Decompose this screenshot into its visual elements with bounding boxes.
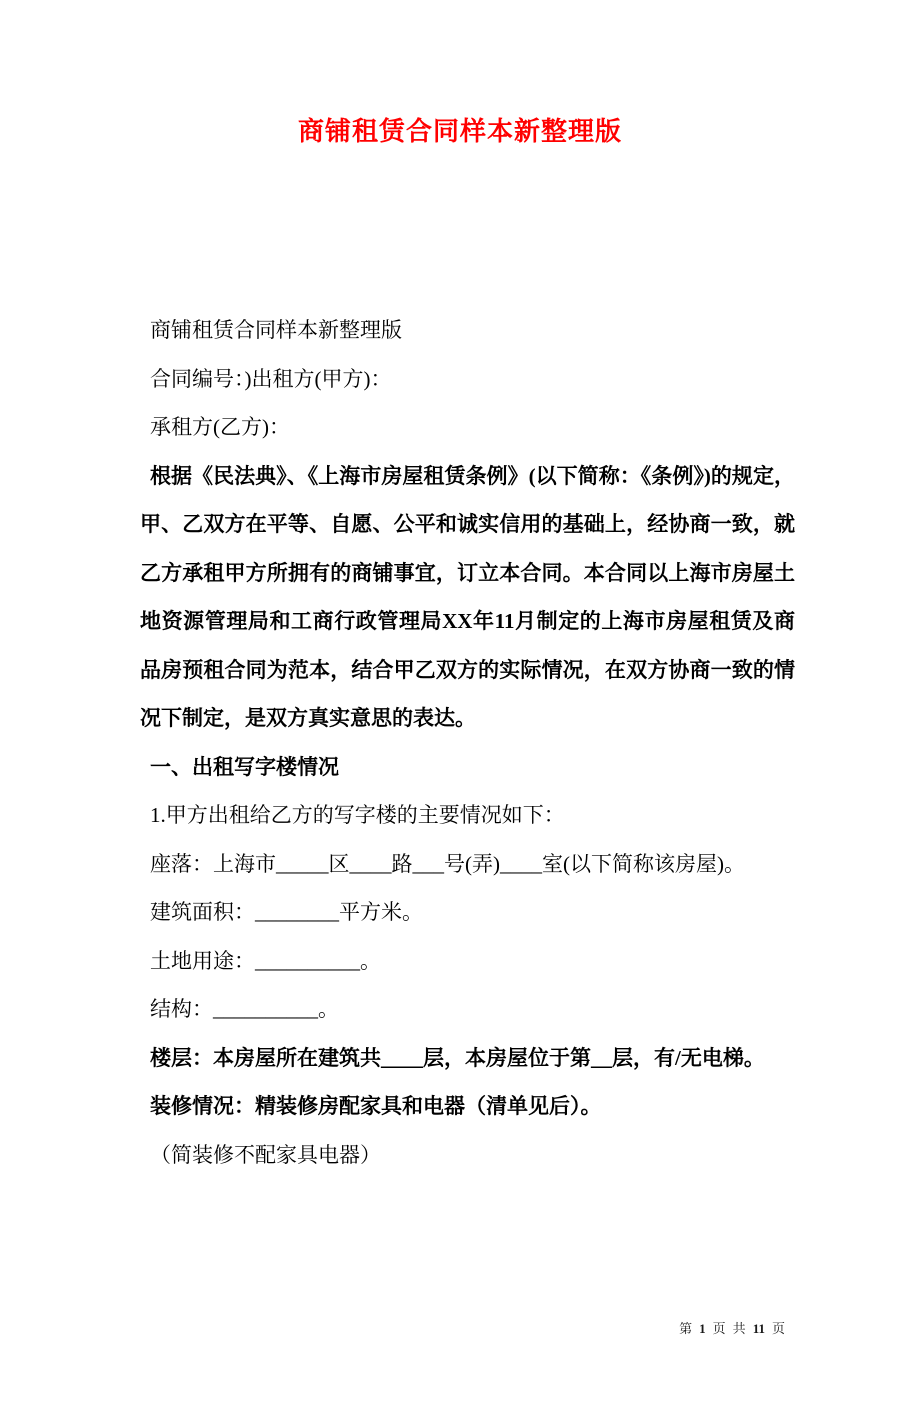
structure-line: 结构：__________。 [150, 997, 339, 1021]
contract-number-line: 合同编号：)出租方(甲方)： [150, 366, 392, 391]
footer-label-unit-2: 页 [771, 1321, 785, 1336]
section-1-heading: 一、出租写字楼情况 [150, 754, 339, 779]
clause-1-intro-line: 1.甲方出租给乙方的写字楼的主要情况如下： [150, 803, 565, 827]
page-footer [679, 1318, 785, 1337]
footer-total-pages-number: 11 [752, 1321, 765, 1336]
document-subtitle-line: 商铺租赁合同样本新整理版 [150, 318, 402, 342]
decoration-note-line: （简装修不配家具电器） [150, 1142, 381, 1167]
location-line: 座落：上海市_____区____路___号(弄)____室(以下简称该房屋)。 [150, 851, 745, 876]
preamble-paragraph: 根据《民法典》、《上海市房屋租赁条例》(以下简称：《条例》)的规定，甲、乙双方在平等、自愿、公平和诚实信用的基础上，经协商一致，就乙方承租甲方所拥有的商铺事宜，订立本合同。本合同以上海市房屋土地资源管理局和工商行政管理局XX年11月制定的上海市房屋租赁及商品房预租合同为范本，结合甲乙双方的实际情况，在双方协商一致的情况下制定，是双方真实意思的表达。 [140, 463, 795, 730]
footer-label-unit-1: 页 [712, 1321, 726, 1336]
footer-label-page: 第 [679, 1321, 693, 1336]
lessee-line: 承租方(乙方)： [150, 415, 290, 439]
decoration-line: 装修情况：精装修房配家具和电器（清单见后）。 [150, 1094, 602, 1118]
building-area-line: 建筑面积：________平方米。 [150, 900, 423, 924]
footer-label-total: 共 [732, 1321, 746, 1336]
footer-current-page-number: 1 [699, 1321, 706, 1336]
document-body [0, 306, 920, 1179]
floor-line: 楼层：本房屋所在建筑共____层，本房屋位于第__层，有/无电梯。 [150, 1045, 765, 1070]
document-title: 商铺租赁合同样本新整理版 [297, 117, 622, 146]
land-use-line: 土地用途：__________。 [150, 948, 381, 973]
